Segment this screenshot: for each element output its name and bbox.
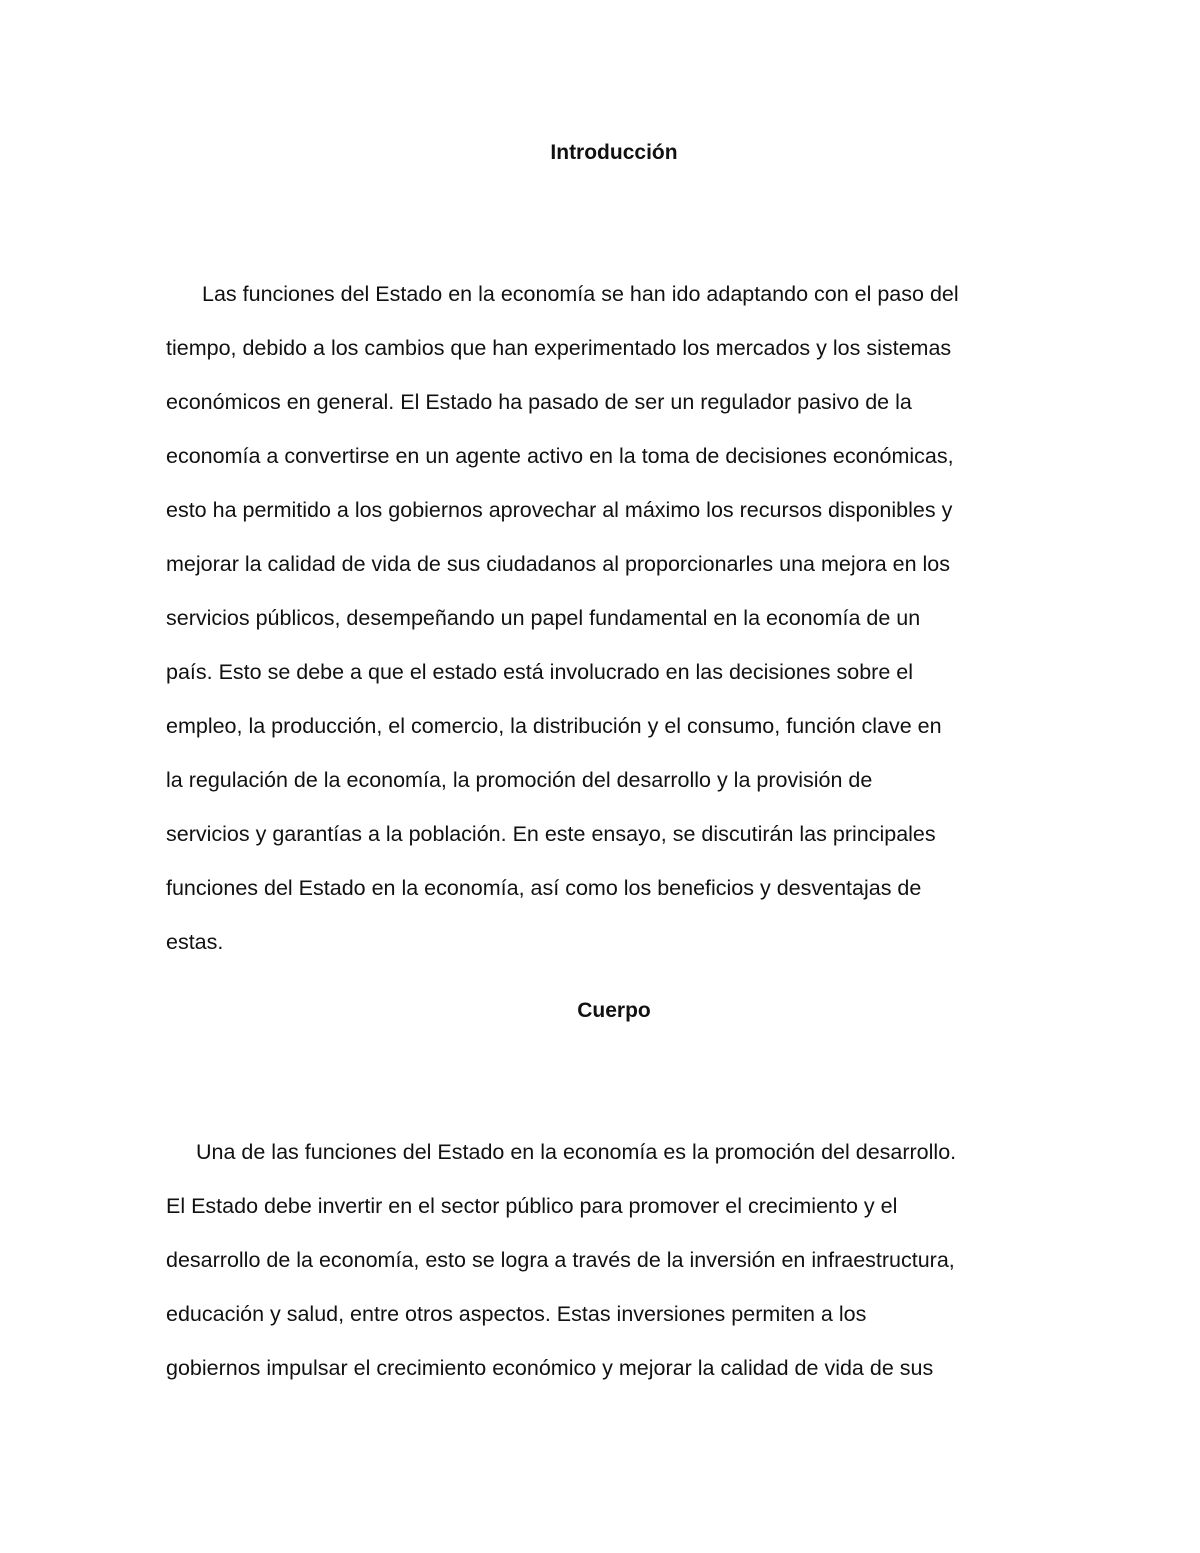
intro-line: Las funciones del Estado en la economía se han ido adaptando con el paso del [202,282,959,306]
body-line: desarrollo de la economía, esto se logra a través de la inversión en infraestructura, [166,1248,955,1272]
intro-heading: Introducción [550,141,678,164]
intro-line: economía a convertirse en un agente activo en la toma de decisiones económicas, [166,444,954,468]
body-line: gobiernos impulsar el crecimiento económico y mejorar la calidad de vida de sus [166,1356,934,1380]
body-line: educación y salud, entre otros aspectos. Estas inversiones permiten a los [166,1302,867,1326]
body-heading: Cuerpo [577,999,651,1022]
body-line: Una de las funciones del Estado en la economía es la promoción del desarrollo. [196,1140,957,1164]
intro-line: tiempo, debido a los cambios que han experimentado los mercados y los sistemas [166,336,952,360]
intro-line: esto ha permitido a los gobiernos aprovechar al máximo los recursos disponibles y [166,498,953,522]
intro-line: mejorar la calidad de vida de sus ciudadanos al proporcionarles una mejora en los [166,552,951,576]
intro-line: funciones del Estado en la economía, así como los beneficios y desventajas de [166,876,922,900]
body-line: El Estado debe invertir en el sector público para promover el crecimiento y el [166,1194,898,1218]
intro-line: servicios públicos, desempeñando un papel fundamental en la economía de un [166,606,921,630]
intro-line: servicios y garantías a la población. En este ensayo, se discutirán las principales [166,822,936,846]
intro-line: empleo, la producción, el comercio, la distribución y el consumo, función clave en [166,714,942,738]
intro-line: país. Esto se debe a que el estado está involucrado en las decisiones sobre el [166,660,914,684]
intro-line: estas. [166,930,224,954]
intro-line: la regulación de la economía, la promoción del desarrollo y la provisión de [166,768,873,792]
intro-line: económicos en general. El Estado ha pasado de ser un regulador pasivo de la [166,390,912,414]
